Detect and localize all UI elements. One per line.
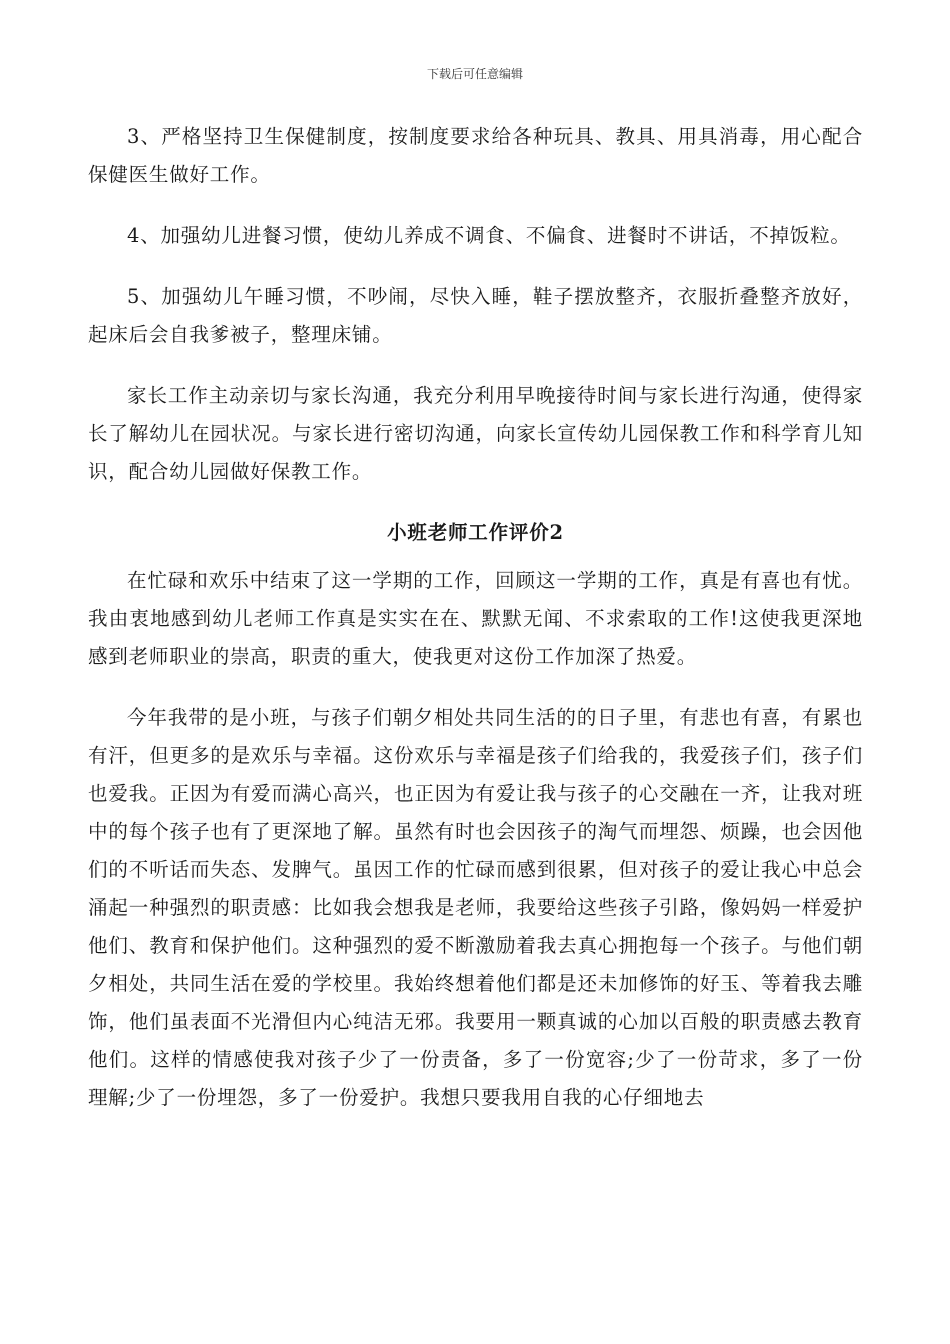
paragraph-item-3: 3、严格坚持卫生保健制度，按制度要求给各种玩具、教具、用具消毒，用心配合保健医生做好工作。 (88, 125, 863, 186)
paragraph-main: 今年我带的是小班，与孩子们朝夕相处共同生活的的日子里，有悲也有喜，有累也有汗，但更多的是欢乐与幸福。这份欢乐与幸福是孩子们给我的，我爱孩子们，孩子们也爱我。正因为有爱而满心高兴，也正因为有爱让我与孩子的心交融在一齐，让我对班中的每个孩子也有了更深地了解。虽然有时也会因孩子的淘气而埋怨、烦躁，也会因他们的不听话而失态、发脾气。虽因工作的忙碌而感到很累，但对孩子的爱让我心中总会涌起一种强烈的职责感：比如我会想我是老师，我要给这些孩子引路，像妈妈一样爱护他们、教育和保护他们。这种强烈的爱不断激励着我去真心拥抱每一个孩子。与他们朝夕相处，共同生活在爱的学校里。我始终想着他们都是还未加修饰的好玉、等着我去雕饰，他们虽表面不光滑但内心纯洁无邪。我要用一颗真诚的心加以百般的职责感去教育他们。这样的情感使我对孩子少了一份责备，多了一份宽容;少了一份苛求，多了一份理解;少了一份埋怨，多了一份爱护。我想只要我用自我的心仔细地去 (88, 706, 863, 1109)
document-body (88, 118, 863, 1140)
paragraph-parent-work: 家长工作主动亲切与家长沟通，我充分利用早晚接待时间与家长进行沟通，使得家长了解幼儿在园状况。与家长进行密切沟通，向家长宣传幼儿园保教工作和科学育儿知识，配合幼儿园做好保教工作。 (88, 384, 863, 483)
paragraph-item-5: 5、加强幼儿午睡习惯，不吵闹，尽快入睡，鞋子摆放整齐，衣服折叠整齐放好，起床后会自我爹被子，整理床铺。 (88, 285, 863, 346)
page-header: 下载后可任意编辑 (426, 67, 523, 81)
paragraph-item-4: 4、加强幼儿进餐习惯，使幼儿养成不调食、不偏食、进餐时不讲话，不掉饭粒。 (127, 224, 851, 247)
section-title: 小班老师工作评价2 (387, 521, 564, 544)
paragraph-intro: 在忙碌和欢乐中结束了这一学期的工作，回顾这一学期的工作，真是有喜也有忧。我由衷地感到幼儿老师工作真是实实在在、默默无闻、不求索取的工作!这使我更深地感到老师职业的崇高，职责的重大，使我更对这份工作加深了热爱。 (88, 569, 863, 668)
